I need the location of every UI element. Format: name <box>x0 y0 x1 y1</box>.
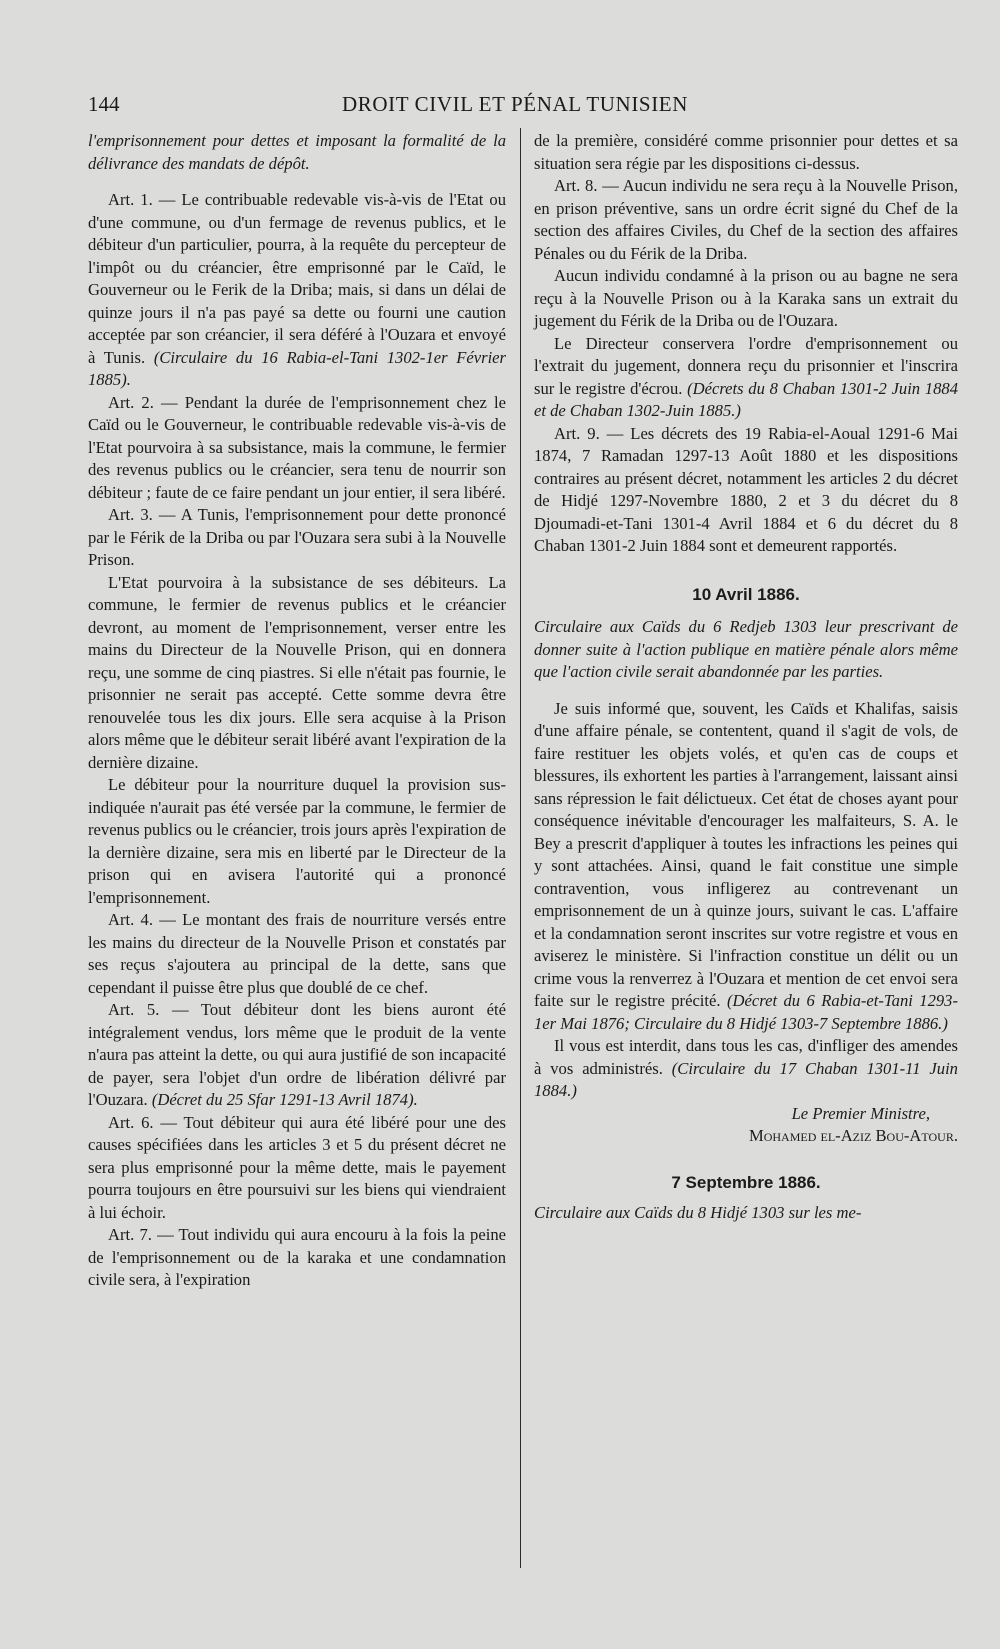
circular-1-paragraph-1 <box>534 698 958 1036</box>
article-8-reference: (Décrets du 8 Chaban 1301-2 Juin 1884 et de Chaban 1302-Juin 1885.) <box>534 378 958 420</box>
circular-1-paragraph-1-text: Je suis informé que, souvent, les Caïds et Khalifas, saisis d'une affaire pénale, se contentent, quand il s'agit de vols, de faire restituer les objets volés, et qu'en cas de coups et blessures, ils exhortent les parties à l'arrangement, laissant ainsi sans répression le fait délictueux. Cet état de choses ayant pour conséquence inévitable d'encourager les malfaiteurs, S. A. le Bey a prescrit d'appliquer à toutes les infractions les peines qui y sont attachées. Ainsi, quand le fait constitue une simple contravention, vous infligerez au contrevenant un emprisonnement de un à quinze jours, suivant le cas. L'affaire et la condamnation seront inscrites sur votre registre et vous en aviserez le ministère. Si l'infraction constitue un délit ou un crime vous la renverrez à l'Ouzara et mention de cet envoi sera faite sur le registre précité. <box>534 698 958 1010</box>
date-heading-2: 7 Septembre 1886. <box>671 1172 821 1192</box>
date-heading-1: 10 Avril 1886. <box>692 584 800 604</box>
article-8-paragraph-3-text: Le Directeur conservera l'ordre d'emprisonnement ou l'extrait du jugement, donnera reçu du prisonnier et l'inscrira sur le registre d'écrou. <box>534 333 958 398</box>
circular-1-paragraph-2-reference: (Circulaire du 17 Chaban 1301-11 Juin 1884.) <box>534 1058 958 1100</box>
article-8-paragraph-3 <box>534 333 958 423</box>
article-3-paragraph-2: L'Etat pourvoira à la subsistance de ses débiteurs. La commune, le fermier de revenus publics et le créancier devront, au moment de l'emprisonnement, verser entre les mains du Directeur de la Nouvelle Prison, qui en donnera reçu, une somme de cinq piastres. Si elle n'était pas fournie, le prisonnier ne serait pas accepté. Cette somme devra être renouvelée tous les dix jours. Elle sera acquise à la Prison alors même que le débiteur serait libéré avant l'expiration de la dernière dizaine. <box>88 572 506 772</box>
article-8: Art. 8. — Aucun individu ne sera reçu à la Nouvelle Prison, en prison préventive, sans un ordre écrit signé du Chef de la section des affaires Civiles, du Chef de la section des affaires Pénales ou du Férik de la Driba. <box>534 176 958 263</box>
article-5-reference: (Décret du 25 Sfar 1291-13 Avril 1874). <box>151 1090 418 1109</box>
signature-name: Mohamed el-Aziz Bou-Atour. <box>748 1126 958 1145</box>
right-column <box>534 130 958 1225</box>
article-6: Art. 6. — Tout débiteur qui aura été libéré pour une des causes spécifiées dans les articles 3 et 5 du présent décret ne sera plus emprisonné pour la même dette, mais le payement pourra toujours en être poursuivi sur les biens qui viendraient à lui échoir. <box>88 1112 506 1222</box>
circular-1-heading: Circulaire aux Caïds du 6 Redjeb 1303 leur prescrivant de donner suite à l'action publique en matière pénale alors même que l'action civile serait abandonnée par les parties. <box>534 617 958 681</box>
running-title: DROIT CIVIL ET PÉNAL TUNISIEN <box>342 92 688 116</box>
article-1 <box>88 189 506 392</box>
article-8-paragraph-2: Aucun individu condamné à la prison ou au bagne ne sera reçu à la Nouvelle Prison ou à la Karaka sans un extrait du jugement du Férik de la Driba ou de l'Ouzara. <box>534 266 958 330</box>
article-7: Art. 7. — Tout individu qui aura encouru à la fois la peine de l'emprisonnement ou de la karaka et une condamnation civile sera, à l'expiration <box>88 1225 506 1289</box>
article-3-paragraph-3: Le débiteur pour la nourriture duquel la provision sus-indiquée n'aurait pas été versée par la commune, le fermier de revenus publics ou le créancier, trois jours après l'expiration de la dernière dizaine, sera mis en liberté par le Directeur de la prison qui en avisera l'autorité qui a prononcé l'emprisonnement. <box>88 775 506 907</box>
circular-1-paragraph-2-text: Il vous est interdit, dans tous les cas, d'infliger des amendes à vos administrés. <box>534 1036 958 1078</box>
article-5-text: Art. 5. — Tout débiteur dont les biens auront été intégralement vendus, lors même que le produit de la vente n'aura pas atteint la dette, ou qui aura justifié de son incapacité de payer, sera l'objet d'un ordre de libération délivré par l'Ouzara. <box>88 1000 506 1109</box>
circular-1-paragraph-2 <box>534 1035 958 1103</box>
article-2: Art. 2. — Pendant la durée de l'emprisonnement chez le Caïd ou le Gouverneur, le contribuable redevable vis-à-vis de l'Etat pourvoira à sa subsistance, mais la commune, le fermier des revenus publics ou le créancier, sera tenu de nourrir son débiteur ; faute de ce faire pendant un jour entier, il sera libéré. <box>88 392 506 502</box>
article-9: Art. 9. — Les décrets des 19 Rabia-el-Aoual 1291-6 Mai 1874, 7 Ramadan 1297-13 Août 1880 et les dispositions contraires au présent décret, notamment les articles 2 du décret de Hidjé 1297-Novembre 1880, 2 et 3 du décret du 8 Djoumadi-et-Tani 1301-4 Avril 1884 et 6 du décret du 8 Chaban 1301-2 Juin 1884 sont et demeurent rapportés. <box>534 423 958 555</box>
article-1-text: Art. 1. — Le contribuable redevable vis-à-vis de l'Etat ou d'une commune, ou d'un fermage de revenus publics, et le débiteur d'un particulier, pourra, à la requête du percepteur de l'impôt ou du créancier, être emprisonné par le Caïd, le Gouverneur ou le Ferik de la Driba; mais, si dans un délai de quinze jours il n'a pas payé sa dette ou fourni une caution acceptée par son créancier, il sera déféré à l'Ouzara et envoyé à Tunis. <box>88 190 506 367</box>
left-column <box>88 130 506 1292</box>
page-number: 144 <box>88 92 120 116</box>
article-1-reference: (Circulaire du 16 Rabia-el-Tani 1302-1er Février 1885). <box>88 347 507 389</box>
circular-2-heading: Circulaire aux Caïds du 8 Hidjé 1303 sur les me- <box>534 1203 862 1222</box>
intro-heading: l'emprisonnement pour dettes et imposant la formalité de la délivrance des mandats de dépôt. <box>88 131 506 173</box>
article-5 <box>88 999 506 1112</box>
article-4: Art. 4. — Le montant des frais de nourriture versés entre les mains du directeur de la Nouvelle Prison et constatés par ses reçus s'ajoutera au principal de la dette, sans que cependant il puisse être plus que doublé de ce chef. <box>88 910 506 997</box>
circular-1-reference: (Décret du 6 Rabia-et-Tani 1293-1er Mai 1876; Circulaire du 8 Hidjé 1303-7 Septembre 1886.) <box>534 991 959 1033</box>
article-3: Art. 3. — A Tunis, l'emprisonnement pour dette prononcé par le Férik de la Driba ou par l'Ouzara sera subi à la Nouvelle Prison. <box>88 505 506 569</box>
column-divider <box>520 128 521 1568</box>
signature-title: Le Premier Ministre, <box>791 1103 930 1123</box>
article-7-continued: de la première, considéré comme prisonnier pour dettes et sa situation sera régie par les dispositions ci-dessus. <box>534 131 958 173</box>
